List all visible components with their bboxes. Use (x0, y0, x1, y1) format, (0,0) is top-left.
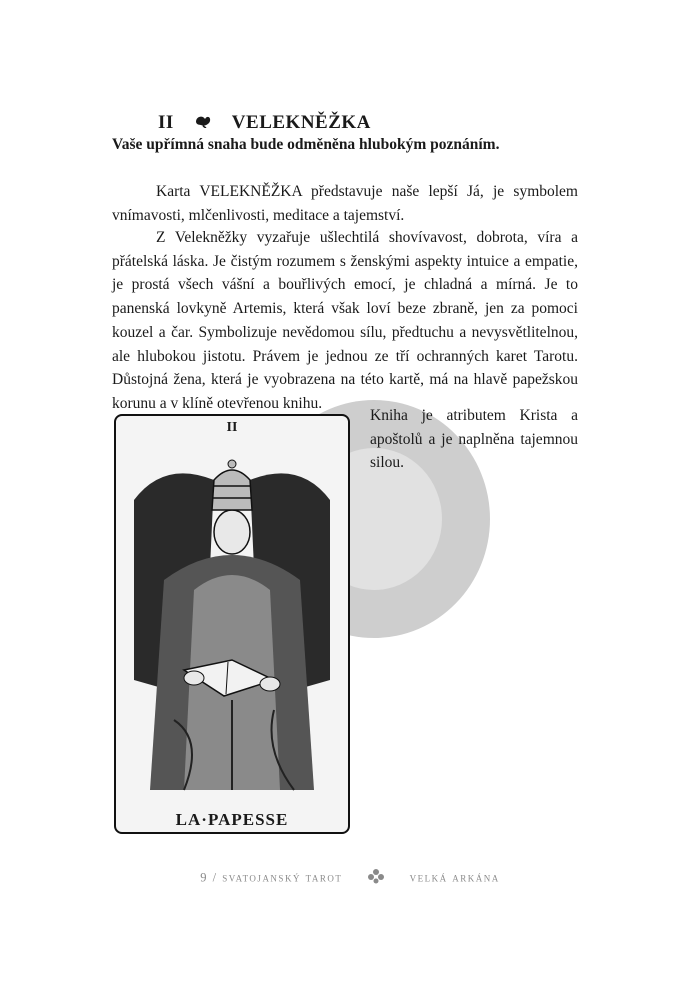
paragraph-1: Karta VELEKNĚŽKA představuje naše lepší Já, je symbolem vnímavosti, mlčenlivosti, meditace a tajemství. (112, 183, 578, 224)
heading-numeral: II (158, 112, 174, 133)
paragraph-2: Z Velekněžky vyzařuje ušlechtilá shovívavost, dobrota, víra a přátelská láska. Je čistým rozumem s ženskými aspekty intuice a empatie, je prostá všech vášní a bouřlivých emocí, je chladná a mírná. Je to panenská lovkyně Artemis, která však loví beze zbraně, jen za pomoci kouzel a čar. Symbolizuje nevědomou sílu, předtuchu a nevysvětlitelnou, ale hlubokou jistotu. Právem je jednou ze tří ochranných karet Tarotu. Důstojná žena, která je vyobrazena na této kartě, má na hlavě papežskou korunu a v klíně otevřenou knihu. (112, 229, 578, 412)
footer-left: 9 / svatojanský tarot (200, 870, 343, 885)
tarot-card-image (114, 414, 350, 834)
card-illustration (124, 440, 340, 800)
subtitle: Vaše upřímná snaha bude odměněna hlubokým poznáním. (112, 136, 500, 153)
hedera-icon (194, 112, 212, 134)
page-footer (0, 868, 700, 888)
card-number: II (226, 420, 238, 435)
floral-ornament-icon (367, 868, 385, 888)
side-paragraph: Kniha je atributem Krista a apoštolů a je naplněna tajemnou silou. (370, 407, 578, 472)
heading-title: VELEKNĚŽKA (231, 112, 371, 133)
card-name: LA·PAPESSE (175, 810, 289, 829)
chapter-heading (158, 112, 371, 134)
footer-right: velká arkána (409, 870, 500, 885)
